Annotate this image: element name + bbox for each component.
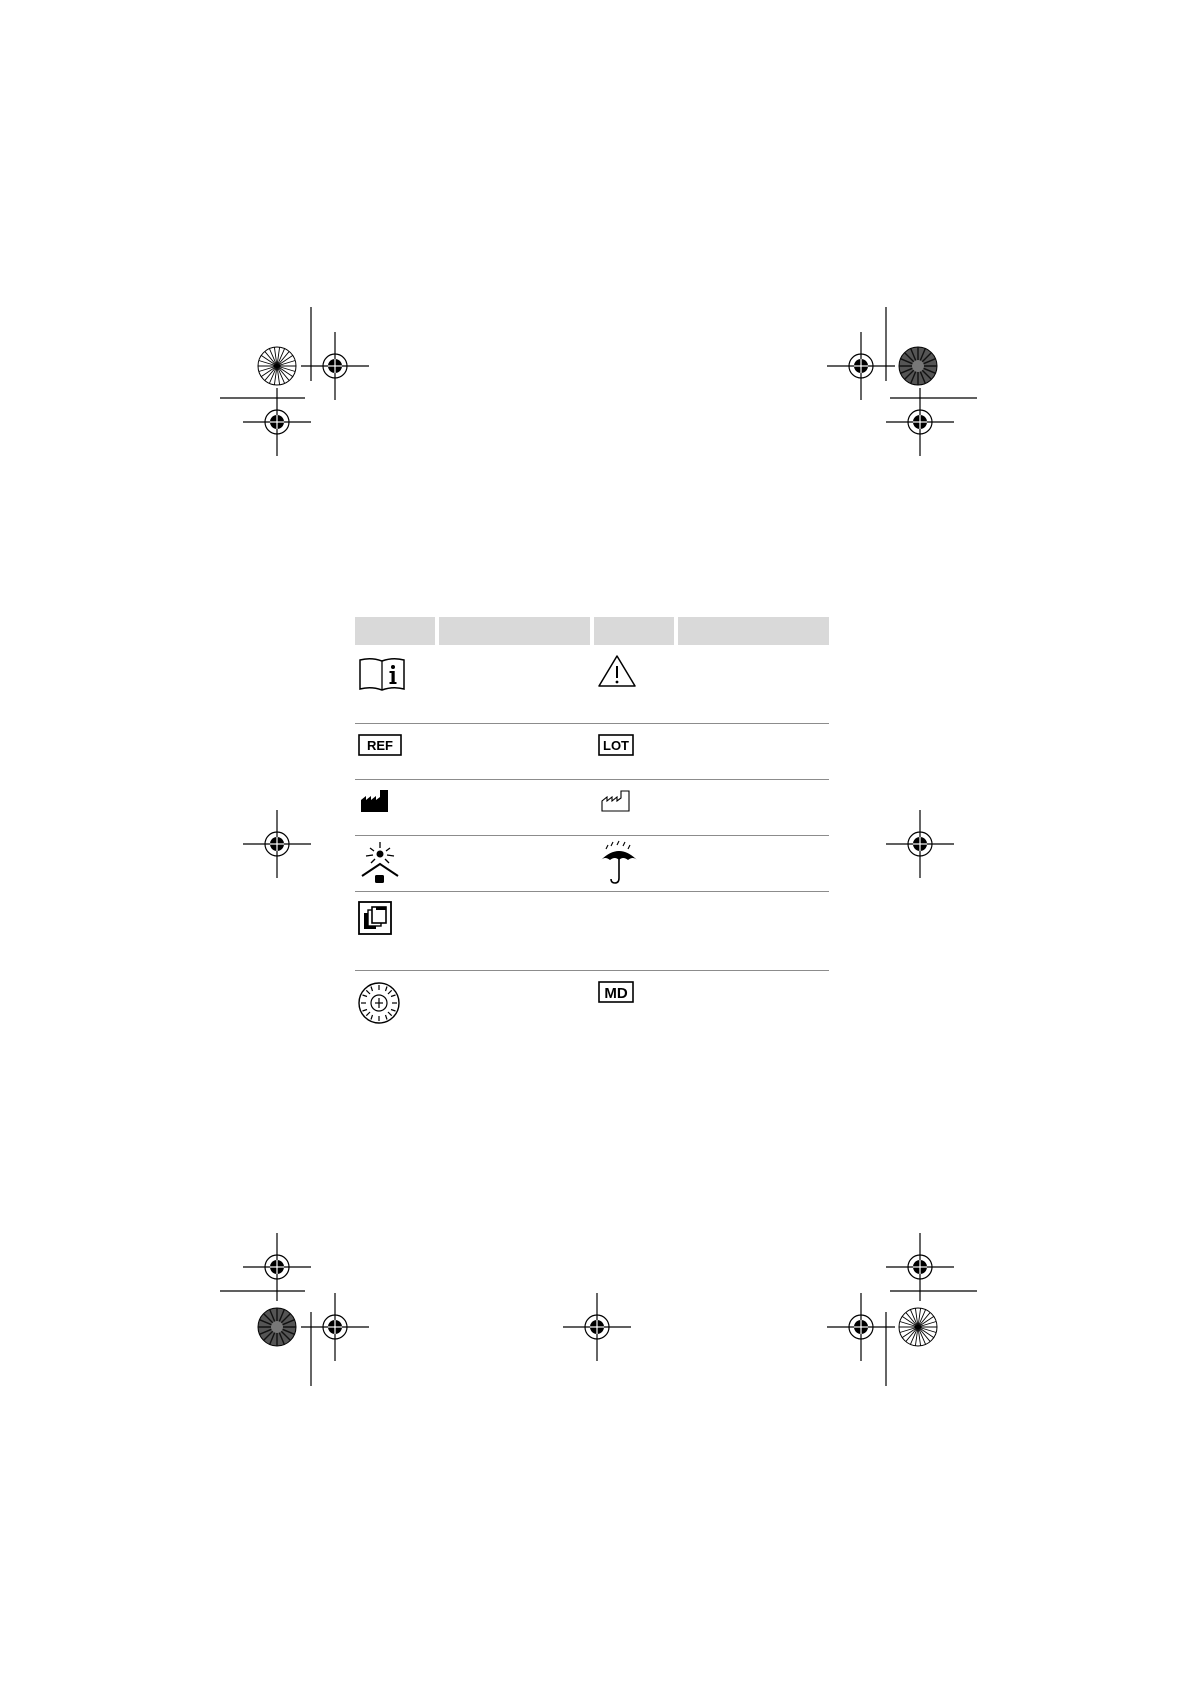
registration-crosshair-icon [827,1293,895,1361]
lot-batch-code-icon [598,734,634,756]
svg-text:MD: MD [604,985,628,1002]
registration-crosshair-icon [243,810,311,878]
manufacturer-icon [361,790,389,812]
color-starburst-icon [899,347,937,385]
table-row [355,971,829,1031]
registration-crosshair-icon [563,1293,631,1361]
color-starburst-icon [258,1308,296,1346]
registration-crosshair-icon [827,332,895,400]
color-starburst-icon [899,1308,937,1346]
medical-device-icon [598,981,634,1003]
svg-text:REF: REF [367,738,393,753]
recycling-date-wheel-icon [357,981,401,1025]
table-row [355,780,829,836]
table-header [355,617,829,645]
date-of-manufacture-icon [601,790,631,812]
color-starburst-icon [258,347,296,385]
registration-crosshair-icon [886,810,954,878]
consult-instructions-icon [358,657,406,691]
table-row [355,836,829,892]
caution-icon [597,653,637,689]
packaging-layers-icon [358,901,392,935]
table-row [355,892,829,971]
header-cell-symbol-right [594,617,674,645]
keep-dry-icon [599,840,639,886]
table-row [355,645,829,724]
header-cell-meaning-left [439,617,590,645]
header-cell-meaning-right [678,617,829,645]
table-row [355,724,829,780]
ref-catalogue-number-icon [358,734,402,756]
symbols-table [355,617,829,1031]
header-cell-symbol-left [355,617,435,645]
svg-text:LOT: LOT [603,738,629,753]
keep-away-from-sunlight-icon [358,840,402,886]
